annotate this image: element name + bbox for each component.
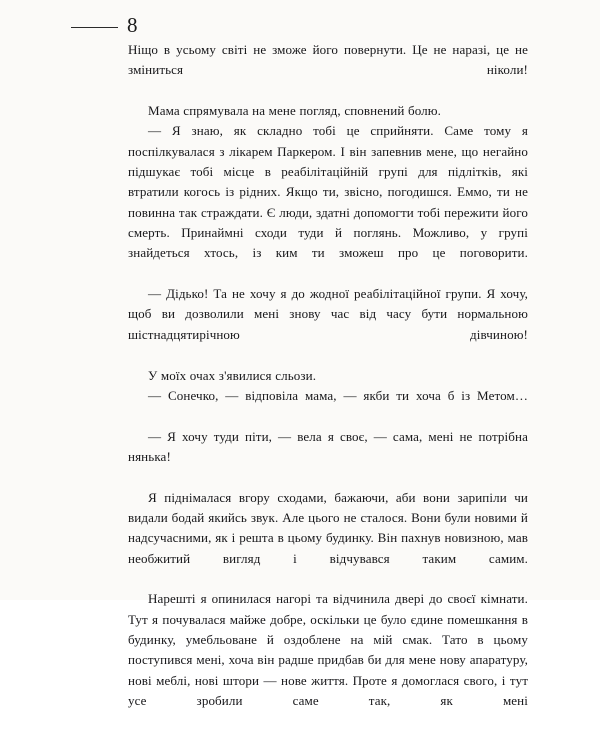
body-text-block — [128, 40, 528, 732]
paragraph: Ніщо в усьому світі не зможе його повернути. Це не наразі, це не зміниться ніколи! — [128, 42, 528, 78]
paragraph: — Сонечко, — відповіла мама, — якби ти хоча б із Метом… — [148, 387, 528, 403]
paragraph: Я піднімалася вгору сходами, бажаючи, аби вони зарипіли чи видали бодай якийсь звук. Але цього не сталося. Вони були новими й надсучасними, як і решта в цьому будинку. Він пахнув новизною, мав необжитий вигляд і відчувався таким самим. — [128, 489, 528, 566]
page-number: 8 — [127, 13, 138, 37]
paragraph: — Я хочу туди піти, — вела я своє, — сама, мені не потрібна нянька! — [128, 428, 528, 464]
paragraph: — Дідько! Та не хочу я до жодної реабілітаційної групи. Я хочу, щоб ви дозволили мені знову час від часу бути нормальною шістнадцятирічною дівчиною! — [128, 286, 528, 342]
paragraph: У моїх очах з'явилися сльози. — [148, 367, 317, 383]
paragraph: — Я знаю, як складно тобі це сприйняти. Саме тому я поспілкувалася з лікарем Паркером. І він запевнив мене, що негайно підшукає тобі місце в реабілітаційній групі для підлітків, які втратили когось із рідних. Якщо ти, звісно, погодишся. Еммо, ти не повинна так страждати. Є люди, здатні допомогти тобі пережити його смерть. Принаймні сходи туди й поглянь. Можливо, у групі знайдеться хтось, із ким ти зможеш про це поговорити. — [128, 123, 528, 261]
header-rule-icon — [71, 27, 118, 28]
paragraph: Нарешті я опинилася нагорі та відчинила двері до своєї кімнати. Тут я почувалася майже добре, оскільки це було єдине помешкання в будинку, умебльоване й оздоблене на мій смак. Тато в цьому поступився мені, хоча він радше придбав би для мене нову апаратуру, нові меблі, нові штори — нове життя. Проте я домоглася свого, і тут усе зробили саме так, як мені — [128, 591, 528, 708]
paragraph: Мама спрямувала на мене погляд, сповнений болю. — [148, 103, 441, 119]
page-header — [0, 10, 600, 44]
